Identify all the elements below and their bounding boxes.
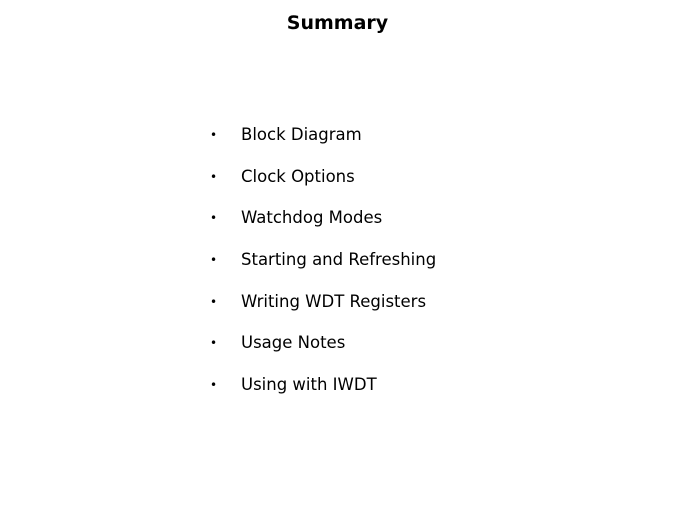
list-item <box>208 156 436 198</box>
list-item <box>208 114 436 156</box>
list-item-label: Starting and Refreshing <box>241 249 437 269</box>
list-item <box>208 239 436 281</box>
bullet-icon: • <box>210 377 218 392</box>
bullet-icon: • <box>210 127 218 142</box>
list-item <box>208 281 436 323</box>
list-item-label: Writing WDT Registers <box>241 291 427 311</box>
bullet-icon: • <box>210 211 218 226</box>
list-item <box>208 364 436 406</box>
bullet-icon: • <box>210 294 218 309</box>
list-item-label: Usage Notes <box>241 333 346 353</box>
list-item-label: Watchdog Modes <box>241 208 383 228</box>
bullet-icon: • <box>210 169 218 184</box>
summary-list <box>208 114 436 406</box>
list-item-label: Using with IWDT <box>241 374 377 394</box>
bullet-icon: • <box>210 252 218 267</box>
list-item <box>208 197 436 239</box>
list-item-label: Block Diagram <box>241 124 362 144</box>
list-item <box>208 322 436 364</box>
bullet-icon: • <box>210 336 218 351</box>
slide-title: Summary <box>286 12 389 34</box>
list-item-label: Clock Options <box>241 166 355 186</box>
